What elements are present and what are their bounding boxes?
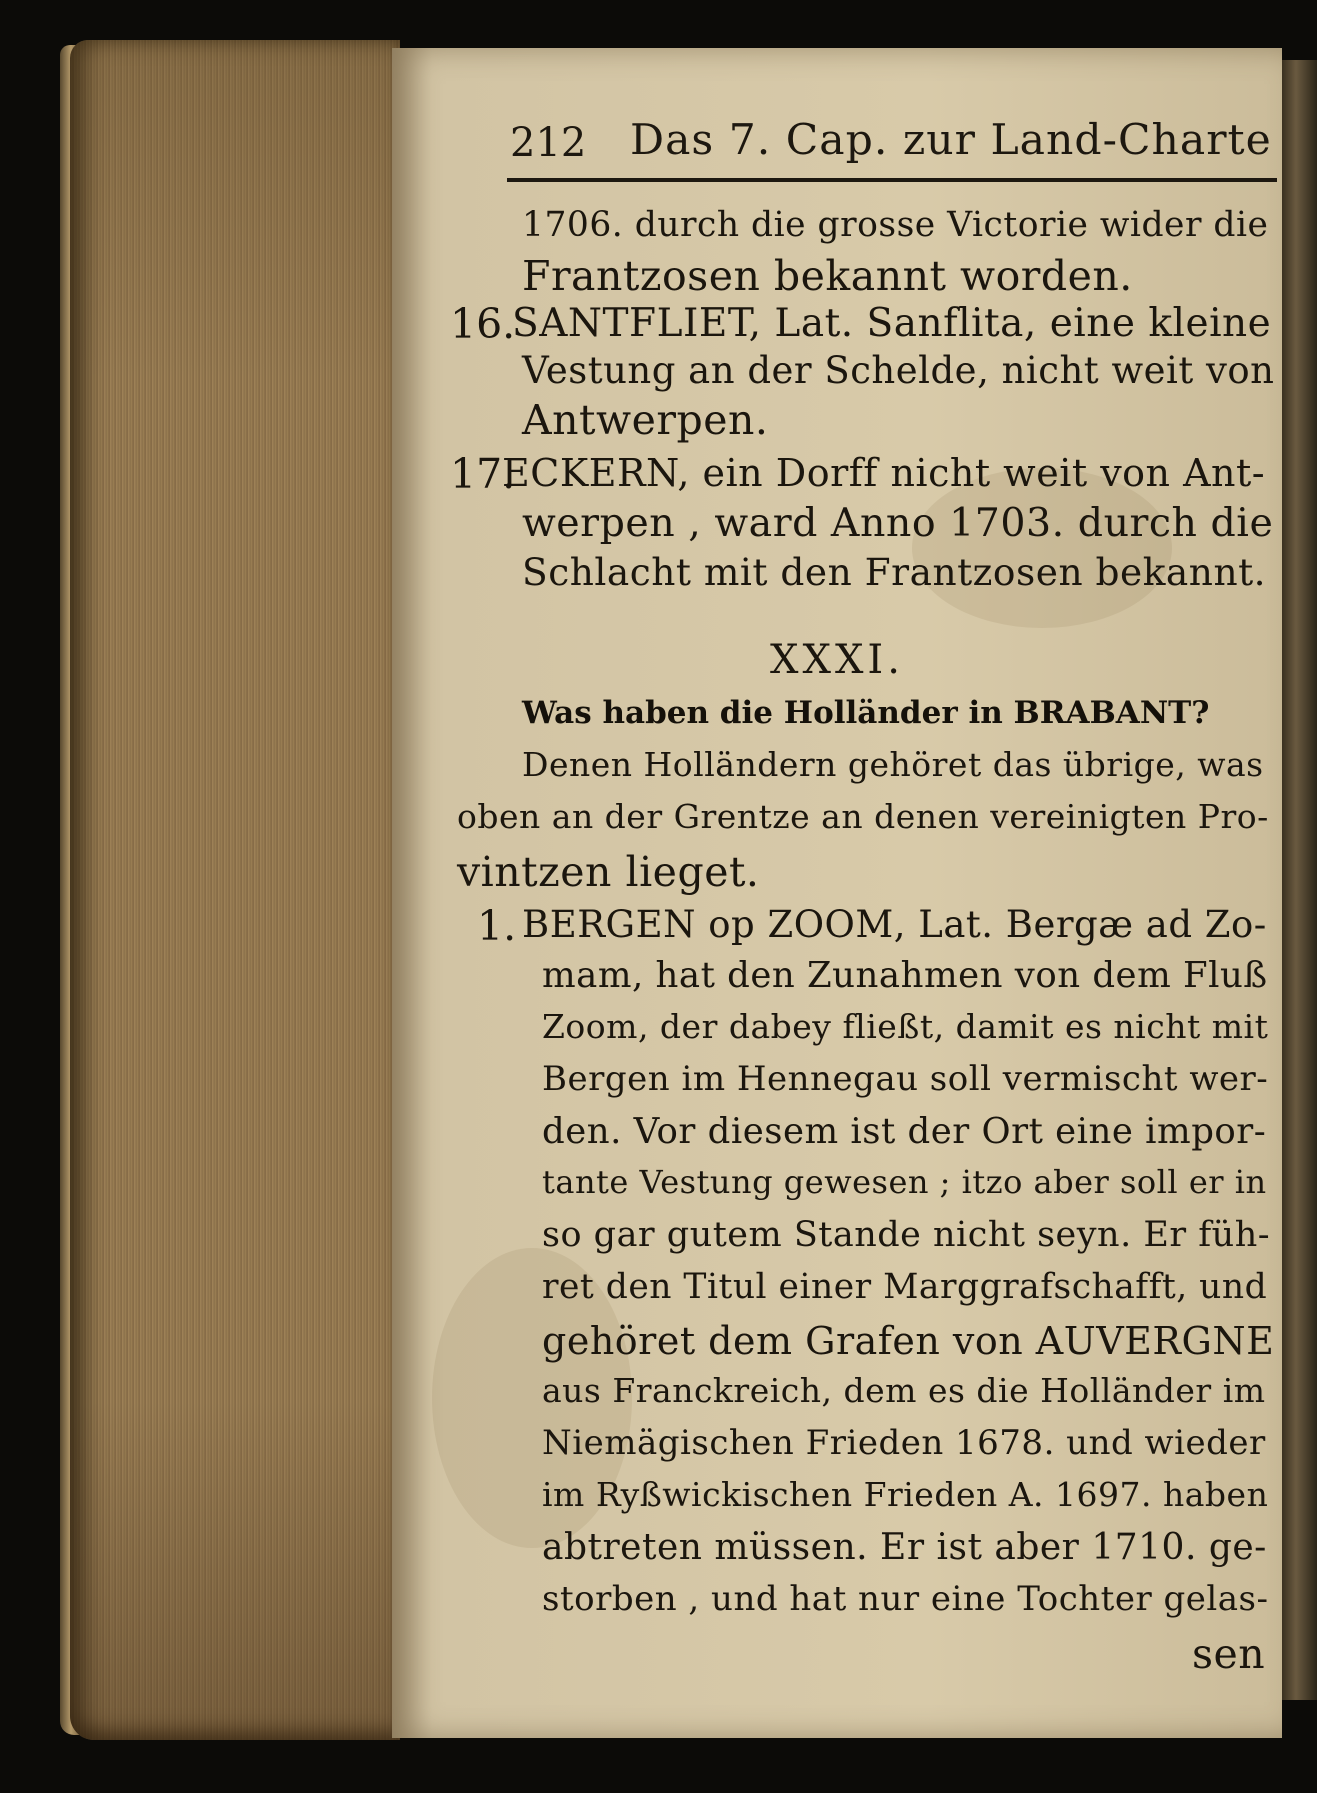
text-line: aus Franckreich, dem es die Holländer im xyxy=(542,1371,1266,1410)
text-line: Antwerpen. xyxy=(522,396,769,444)
text-line: Denen Holländern gehöret das übrige, was xyxy=(522,745,1264,784)
text-line: storben , und hat nur eine Tochter gelas- xyxy=(542,1579,1269,1619)
text-line: so gar gutem Stande nicht seyn. Er füh- xyxy=(542,1215,1271,1255)
text-line: ECKERN, ein Dorff nicht weit von Ant- xyxy=(502,451,1266,495)
text-line: Zoom, der dabey fließt, damit es nicht mit xyxy=(542,1007,1269,1046)
entry-number: 1. xyxy=(477,902,517,950)
text-line: Vestung an der Schelde, nicht weit von xyxy=(522,349,1275,392)
page-header xyxy=(510,110,1274,180)
text-line: den. Vor diesem ist der Ort eine impor- xyxy=(542,1111,1267,1152)
entry-number: 17. xyxy=(450,450,516,498)
text-line: oben an der Grentze an denen vereinigten Pro- xyxy=(457,797,1269,836)
text-line: vintzen lieget. xyxy=(457,848,760,896)
text-line: SANTFLIET, Lat. Sanflita, eine kleine xyxy=(512,301,1272,346)
text-line: 1706. durch die grosse Victorie wider die xyxy=(522,205,1269,245)
section-heading: XXXI. xyxy=(770,637,904,683)
page-number: 212 xyxy=(510,120,587,166)
text-line: mam, hat den Zunahmen von dem Fluß xyxy=(542,955,1268,996)
text-line: Frantzosen bekannt worden. xyxy=(522,252,1133,300)
text-line: gehöret dem Grafen von AUVERGNE xyxy=(542,1319,1275,1363)
text-line: BERGEN op ZOOM, Lat. Bergæ ad Zo- xyxy=(522,903,1267,946)
text-line: ret den Titul einer Marggrafschafft, und xyxy=(542,1267,1268,1307)
section-question: Was haben die Holländer in BRABANT? xyxy=(522,695,1210,731)
text-line: im Ryßwickischen Frieden A. 1697. haben xyxy=(542,1475,1269,1514)
text-line: werpen , ward Anno 1703. durch die xyxy=(522,500,1274,546)
text-line: Niemägischen Frieden 1678. und wieder xyxy=(542,1423,1266,1463)
page-stack-edge xyxy=(70,40,400,1740)
right-page-edge xyxy=(1282,60,1317,1700)
text-line: Bergen im Hennegau soll vermischt wer- xyxy=(542,1059,1269,1099)
text-line: tante Vestung gewesen ; itzo aber soll er in xyxy=(542,1163,1267,1201)
text-line: abtreten müssen. Er ist aber 1710. ge- xyxy=(542,1527,1267,1568)
text-line: Schlacht mit den Frantzosen bekannt. xyxy=(522,550,1267,594)
text-line: sen xyxy=(1192,1630,1266,1678)
entry-number: 16. xyxy=(450,300,516,348)
header-rule xyxy=(507,178,1277,182)
book-page xyxy=(392,48,1282,1738)
running-head: Das 7. Cap. zur Land-Charte xyxy=(630,116,1272,165)
